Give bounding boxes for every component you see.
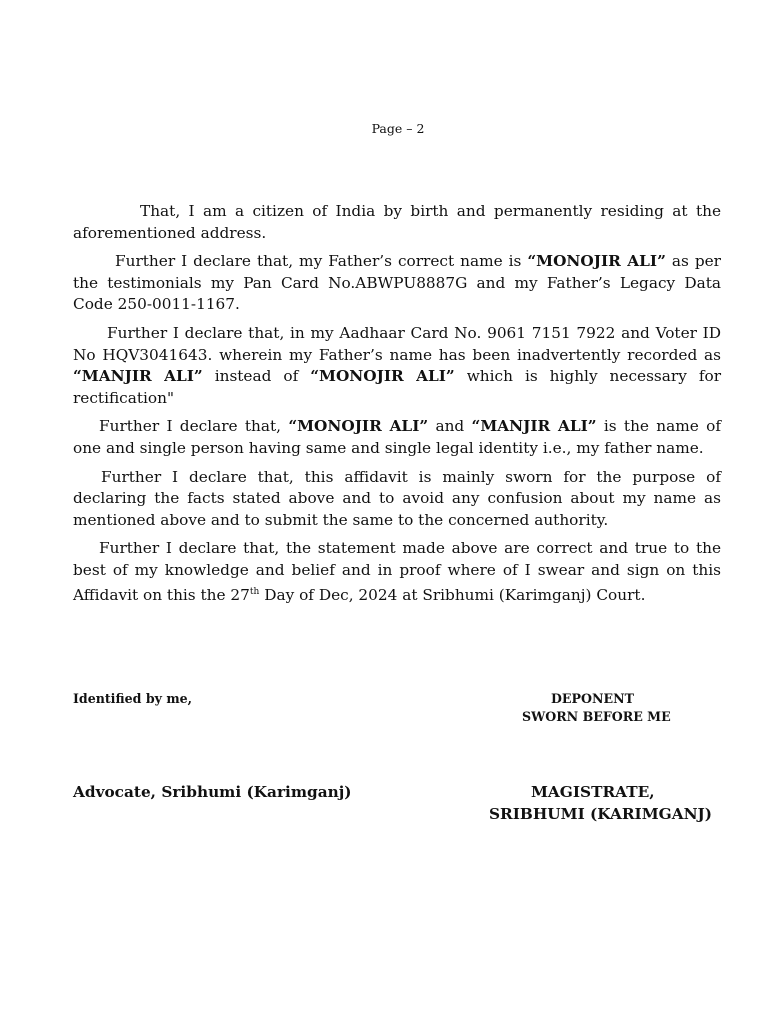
sworn-before-label: SWORN BEFORE ME	[522, 709, 671, 724]
paragraph-text: Day of Dec, 2024 at Sribhumi (Karimganj) Court.	[259, 585, 646, 604]
paragraph-text: as per the testimonials my Pan Card No.ABWPU8887G and my Father’s Legacy Data Code 250-0011-1167.	[73, 252, 721, 314]
paragraph-text: Further I declare that, this affidavit is mainly sworn for the purpose of declaring the facts stated above and to avoid any confusion about my name as mentioned above and to submit the same to the concerned authority.	[73, 467, 721, 529]
father-correct-name: “MONOJIR ALI”	[310, 367, 455, 386]
magistrate-place-label: SRIBHUMI (KARIMGANJ)	[489, 805, 713, 823]
paragraph-citizenship	[73, 201, 721, 244]
paragraph-text: and	[428, 417, 472, 436]
paragraph-incorrect-record	[73, 323, 721, 409]
paragraph-text: which is highly necessary for rectification"	[73, 367, 722, 407]
ordinal-suffix: th	[249, 586, 260, 597]
paragraph-text: That, I am a citizen of India by birth and permanently residing at the aforementioned address.	[73, 202, 721, 242]
paragraph-purpose	[73, 467, 721, 532]
paragraph-text: Further I declare that, the statement made above are correct and true to the best of my knowledge and belief and in proof where of I swear and sign on this Affidavit on this the 27	[73, 539, 721, 604]
paragraph-text: Further I declare that,	[99, 417, 289, 436]
deponent-label: DEPONENT	[551, 691, 634, 706]
father-correct-name: “MONOJIR ALI”	[288, 417, 429, 436]
page-number: Page – 2	[371, 121, 425, 136]
paragraph-text: instead of	[202, 367, 311, 386]
paragraph-same-person	[73, 416, 721, 459]
paragraph-text: is the name of one and single person having same and single legal identity i.e., my father name.	[73, 417, 721, 457]
paragraph-text: Further I declare that, in my Aadhaar Card No. 9061 7151 7922 and Voter ID No HQV3041643. wherein my Father’s name has been inadvertently recorded as	[73, 323, 721, 364]
paragraph-father-correct-name	[73, 251, 721, 316]
paragraph-text: Further I declare that, my Father’s correct name is	[115, 252, 528, 271]
paragraph-oath	[73, 538, 721, 606]
advocate-label: Advocate, Sribhumi (Karimganj)	[73, 783, 352, 801]
father-correct-name: “MONOJIR ALI”	[527, 252, 666, 271]
identified-by-label: Identified by me,	[73, 691, 193, 706]
magistrate-label: MAGISTRATE,	[531, 783, 655, 801]
father-incorrect-name: “MANJIR ALI”	[73, 367, 203, 386]
father-incorrect-name: “MANJIR ALI”	[471, 417, 597, 436]
affidavit-body	[73, 201, 721, 613]
